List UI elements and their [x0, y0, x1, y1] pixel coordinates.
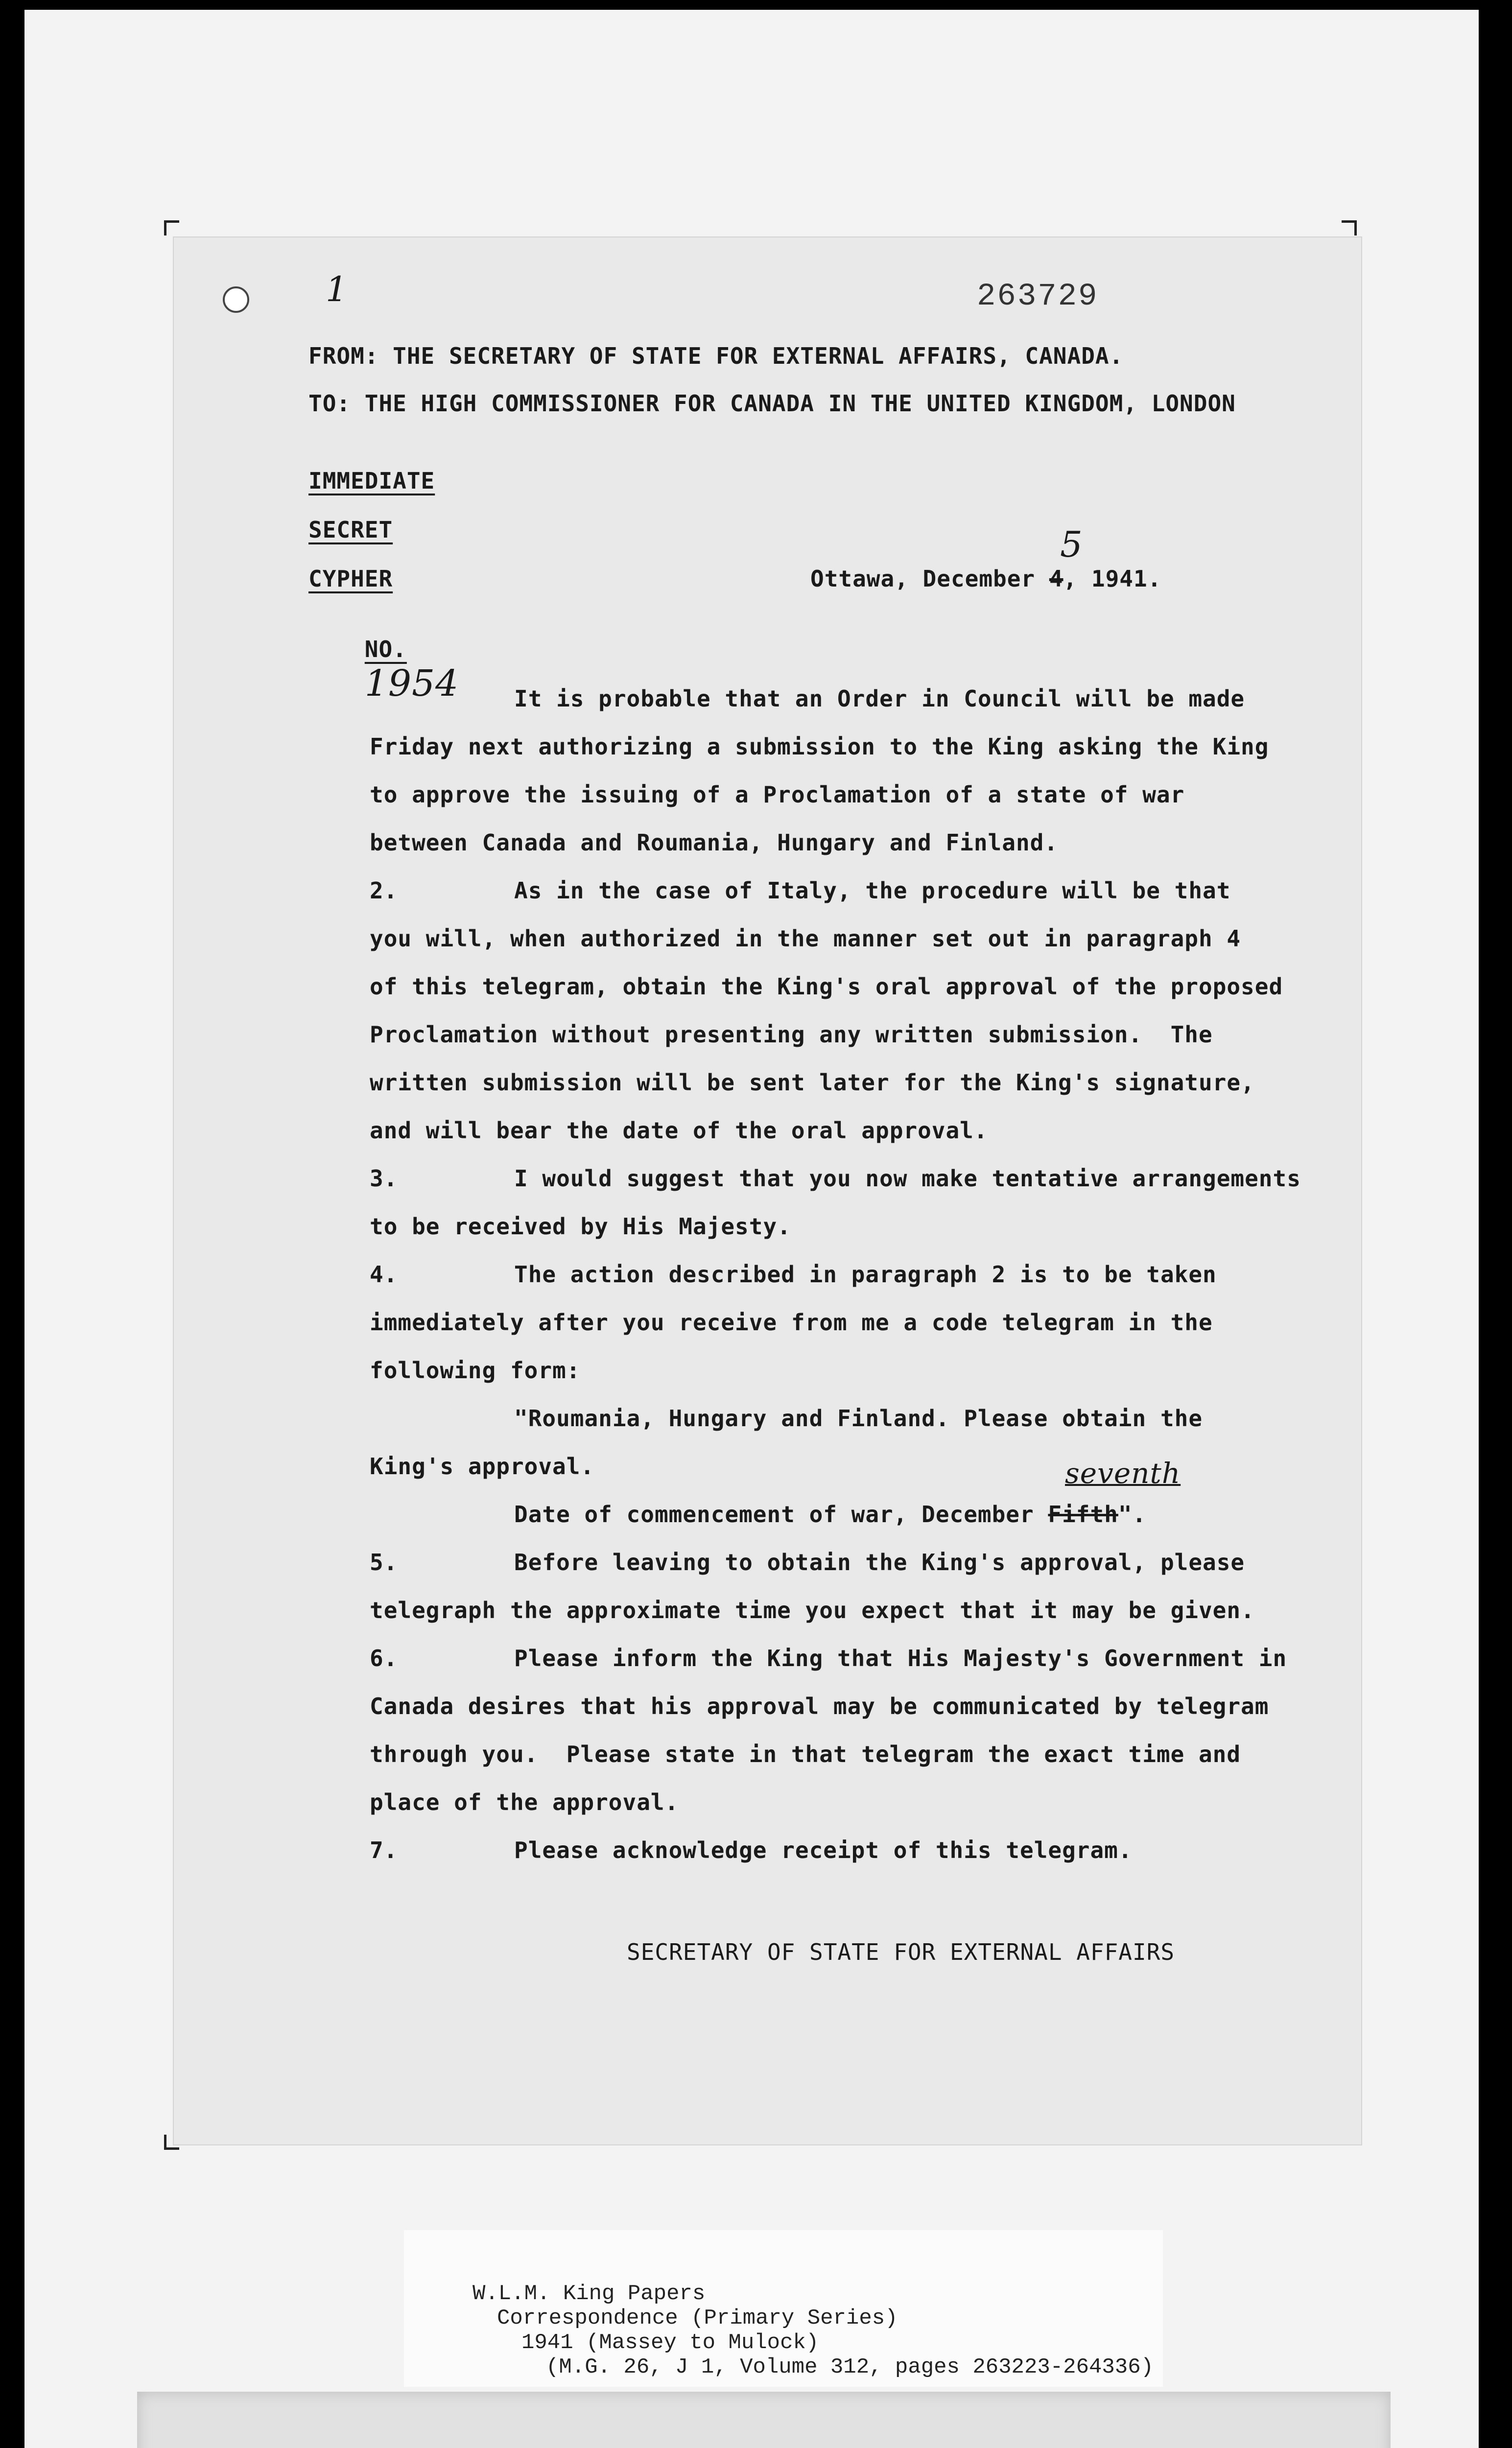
reference-line-3: 1941 (Massey to Mulock) — [521, 2330, 819, 2355]
corner-mark-top-left — [164, 220, 179, 235]
body-line-12: to be received by His Majesty. — [370, 1213, 791, 1240]
body-line-11: I would suggest that you now make tentative arrangements — [514, 1165, 1301, 1192]
reference-line-2: Correspondence (Primary Series) — [497, 2306, 898, 2330]
telegram-number — [308, 610, 459, 731]
body-line-7: of this telegram, obtain the King's oral approval of the proposed — [370, 973, 1283, 1000]
number-prefix: NO. — [364, 636, 407, 662]
number-handwritten: 1954 — [364, 662, 459, 705]
para-number-6: 6. — [370, 1645, 398, 1671]
body-line-6: you will, when authorized in the manner set out in paragraph 4 — [370, 925, 1241, 952]
body-line-23: through you. Please state in that telegram the exact time and — [370, 1741, 1241, 1767]
date-line — [810, 565, 1161, 592]
body-line-13: The action described in paragraph 2 is to be taken — [514, 1261, 1217, 1288]
body-line-17: King's approval. — [370, 1453, 595, 1480]
para-number-2: 2. — [370, 877, 398, 904]
body-line-21: Please inform the King that His Majesty's Government in — [514, 1645, 1287, 1671]
document-number: 263729 — [977, 279, 1099, 314]
body-line-20: telegraph the approximate time you expect that it may be given. — [370, 1597, 1255, 1624]
reference-line-1: W.L.M. King Papers — [472, 2282, 706, 2306]
label-immediate: IMMEDIATE — [308, 468, 435, 494]
body-line-15: following form: — [370, 1357, 581, 1384]
label-cypher: CYPHER — [308, 565, 393, 592]
para-number-5: 5. — [370, 1549, 398, 1576]
commencement-struck-word: Fifth — [1048, 1501, 1118, 1528]
date-suffix: , 1941. — [1063, 565, 1162, 592]
body-line-18 — [514, 1501, 1146, 1528]
telegram-page — [174, 237, 1361, 2144]
body-line-2: Friday next authorizing a submission to the King asking the King — [370, 733, 1269, 760]
para-number-7: 7. — [370, 1837, 398, 1863]
date-prefix: Ottawa, December — [810, 565, 1049, 592]
para-number-4: 4. — [370, 1261, 398, 1288]
reference-line-4: (M.G. 26, J 1, Volume 312, pages 263223-264336) — [546, 2355, 1154, 2379]
archives-stamp — [137, 2392, 1391, 2448]
body-line-16: "Roumania, Hungary and Finland. Please obtain the — [514, 1405, 1203, 1432]
body-line-24: place of the approval. — [370, 1789, 679, 1815]
body-line-4: between Canada and Roumania, Hungary and Finland. — [370, 829, 1059, 856]
date-struck-digit: 4 — [1049, 565, 1063, 592]
corner-mark-top-right — [1342, 220, 1357, 235]
body-line-9: written submission will be sent later for the King's signature, — [370, 1069, 1255, 1096]
body-line-3: to approve the issuing of a Proclamation of a state of war — [370, 781, 1185, 808]
reference-card — [404, 2230, 1163, 2387]
page-mark: 1 — [326, 269, 348, 309]
body-line-25: Please acknowledge receipt of this telegram. — [514, 1837, 1133, 1863]
para-number-3: 3. — [370, 1165, 398, 1192]
signature-block: SECRETARY OF STATE FOR EXTERNAL AFFAIRS — [627, 1939, 1175, 1965]
body-line-19: Before leaving to obtain the King's approval, please — [514, 1549, 1245, 1576]
commencement-suffix: ". — [1118, 1501, 1147, 1528]
body-line-8: Proclamation without presenting any written submission. The — [370, 1021, 1213, 1048]
commencement-prefix: Date of commencement of war, December — [514, 1501, 1048, 1528]
body-line-1: It is probable that an Order in Council will be made — [514, 685, 1245, 712]
to-line: TO: THE HIGH COMMISSIONER FOR CANADA IN THE UNITED KINGDOM, LONDON — [308, 390, 1236, 417]
label-secret: SECRET — [308, 517, 393, 543]
date-handwritten-correction: 5 — [1060, 524, 1083, 565]
body-line-14: immediately after you receive from me a code telegram in the — [370, 1309, 1213, 1336]
body-line-22: Canada desires that his approval may be communicated by telegram — [370, 1693, 1269, 1719]
punch-hole — [223, 286, 249, 313]
body-line-10: and will bear the date of the oral approval. — [370, 1117, 988, 1144]
commencement-handwritten-correction: seventh — [1065, 1457, 1181, 1490]
body-line-5: As in the case of Italy, the procedure will be that — [514, 877, 1231, 904]
from-line: FROM: THE SECRETARY OF STATE FOR EXTERNAL AFFAIRS, CANADA. — [308, 343, 1124, 369]
